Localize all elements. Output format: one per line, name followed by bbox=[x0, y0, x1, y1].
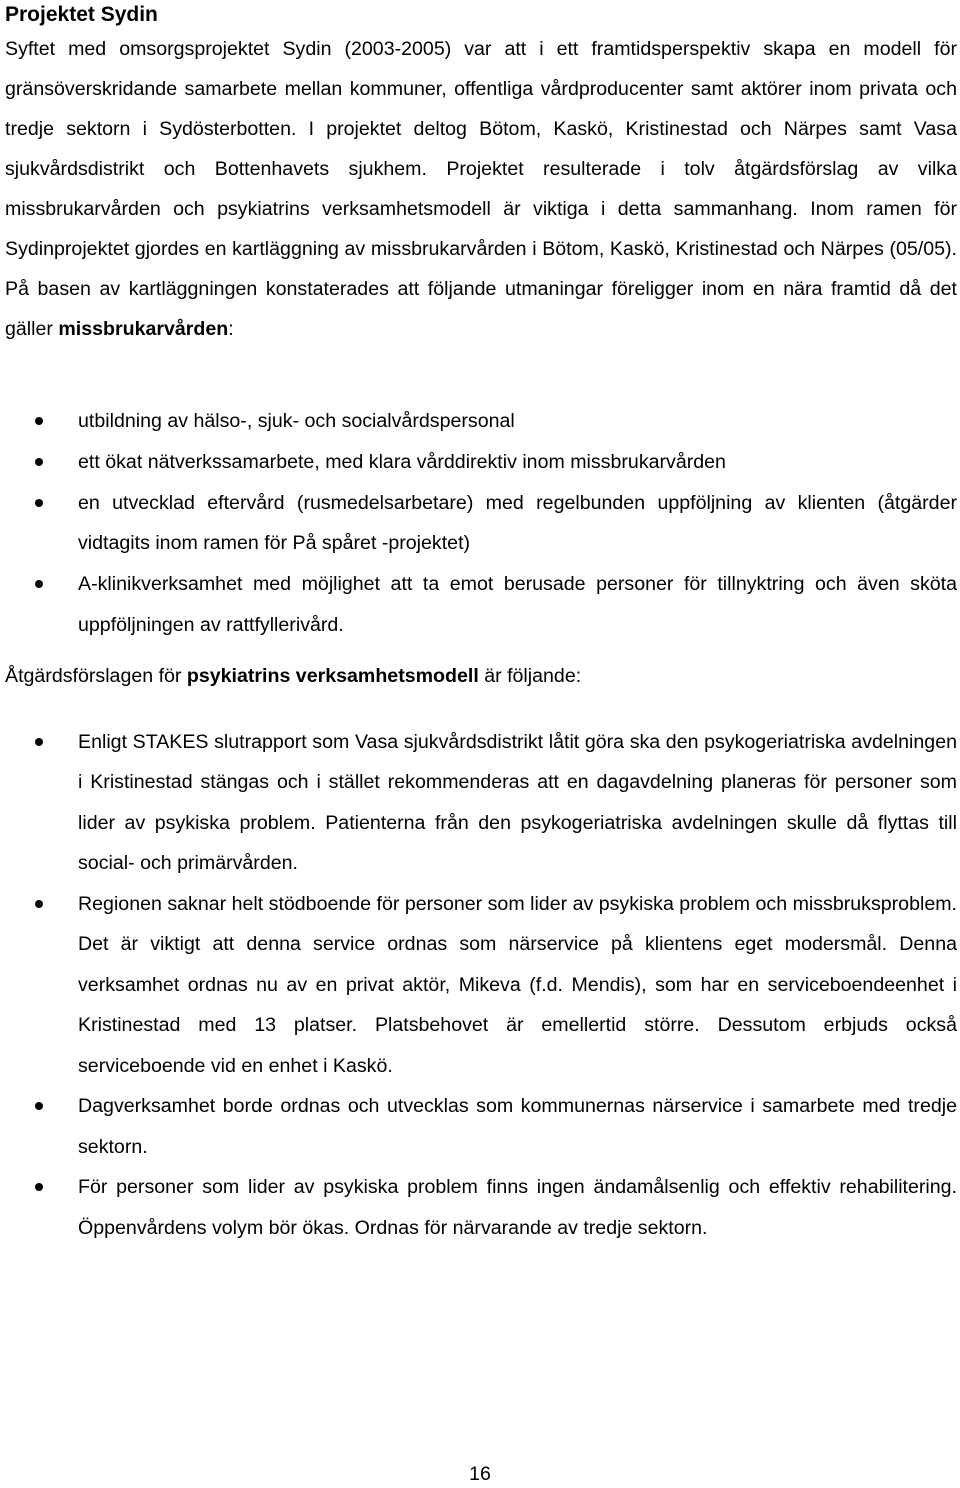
list-item bbox=[5, 564, 957, 646]
intro-paragraph bbox=[5, 29, 957, 349]
list-item-text: För personer som lider av psykiska problem finns ingen ändamålsenlig och effektiv rehabilitering. Öppenvårdens volym bör ökas. Ordnas för närvarande av tredje sektorn. bbox=[78, 1176, 957, 1239]
psykiatri-intro bbox=[5, 656, 957, 696]
list-item bbox=[5, 483, 957, 565]
list-item-text: A-klinikverksamhet med möjlighet att ta emot berusade personer för tillnyktring och även sköta uppföljningen av rattfyllerivård. bbox=[78, 573, 957, 636]
list-item-text: Regionen saknar helt stödboende för personer som lider av psykiska problem och missbruksproblem. Det är viktigt att denna service ordnas som närservice på klientens eget modersmål. Denna verksamhet ordnas nu av en privat aktör, Mikeva (f.d. Mendis), som har en serviceboendeenhet i Kristinestad med 13 platser. Platsbehovet är emellertid större. Dessutom erbjuds också serviceboende vid en enhet i Kaskö. bbox=[78, 892, 957, 1077]
bullet-icon bbox=[35, 417, 43, 425]
bullet-icon bbox=[35, 499, 43, 507]
psykiatri-intro-before: Åtgärdsförslagen för bbox=[5, 664, 187, 687]
bullet-icon bbox=[35, 580, 43, 588]
list-item-text: utbildning av hälso-, sjuk- och socialvårdspersonal bbox=[78, 410, 515, 432]
document-page bbox=[5, 0, 957, 1248]
list-item-text: Dagverksamhet borde ordnas och utvecklas som kommunernas närservice i samarbete med tredje sektorn. bbox=[78, 1095, 957, 1158]
psykiatri-intro-bold-term: psykiatrins verksamhetsmodell bbox=[186, 664, 479, 687]
list-item-text: en utvecklad eftervård (rusmedelsarbetare) med regelbunden uppföljning av klienten (åtgärder vidtagits inom ramen för På spåret -projektet) bbox=[78, 491, 957, 555]
page-number: 16 bbox=[469, 1463, 491, 1485]
list-item bbox=[5, 722, 957, 884]
intro-end: : bbox=[228, 318, 234, 340]
bullet-icon bbox=[35, 1183, 43, 1191]
list-item bbox=[5, 442, 957, 483]
bullet-icon bbox=[35, 1102, 43, 1110]
list-item bbox=[5, 1086, 957, 1167]
section-title: Projektet Sydin bbox=[5, 3, 158, 26]
bullet-icon bbox=[35, 900, 43, 908]
list-item bbox=[5, 884, 957, 1087]
psykiatri-measures-list bbox=[5, 722, 957, 1249]
list-item-text: ett ökat nätverkssamarbete, med klara vårddirektiv inom missbrukarvården bbox=[78, 450, 726, 473]
list-item-text: Enligt STAKES slutrapport som Vasa sjukvårdsdistrikt låtit göra ska den psykogeriatriska avdelningen i Kristinestad stängas och i stället rekommenderas att en dagavdelning planeras för personer som lider av psykiska problem. Patienterna från den psykogeriatriska avdelningen skulle då flyttas till social- och primärvården. bbox=[78, 730, 957, 875]
intro-bold-term: missbrukarvården bbox=[58, 318, 229, 340]
bullet-icon bbox=[35, 738, 43, 746]
bullet-icon bbox=[35, 458, 43, 466]
intro-text: Syftet med omsorgsprojektet Sydin (2003-2005) var att i ett framtidsperspektiv skapa en modell för gränsöverskridande samarbete mellan kommuner, offentliga vårdproducenter samt aktörer inom privata och tredje sektorn i Sydösterbotten. I projektet deltog Bötom, Kaskö, Kristinestad och Närpes samt Vasa sjukvårdsdistrikt och Bottenhavets sjukhem. Projektet resulterade i tolv åtgärdsförslag av vilka missbrukarvården och psykiatrins verksamhetsmodell är viktiga i detta sammanhang. Inom ramen för Sydinprojektet gjordes en kartläggning av missbrukarvården i Bötom, Kaskö, Kristinestad och Närpes (05/05). På basen av kartläggningen konstaterades att följande utmaningar föreligger inom en nära framtid då det gäller bbox=[5, 38, 957, 340]
missbruk-challenges-list bbox=[5, 401, 957, 646]
list-item bbox=[5, 401, 957, 442]
psykiatri-intro-after: är följande: bbox=[478, 664, 582, 687]
list-item bbox=[5, 1167, 957, 1248]
